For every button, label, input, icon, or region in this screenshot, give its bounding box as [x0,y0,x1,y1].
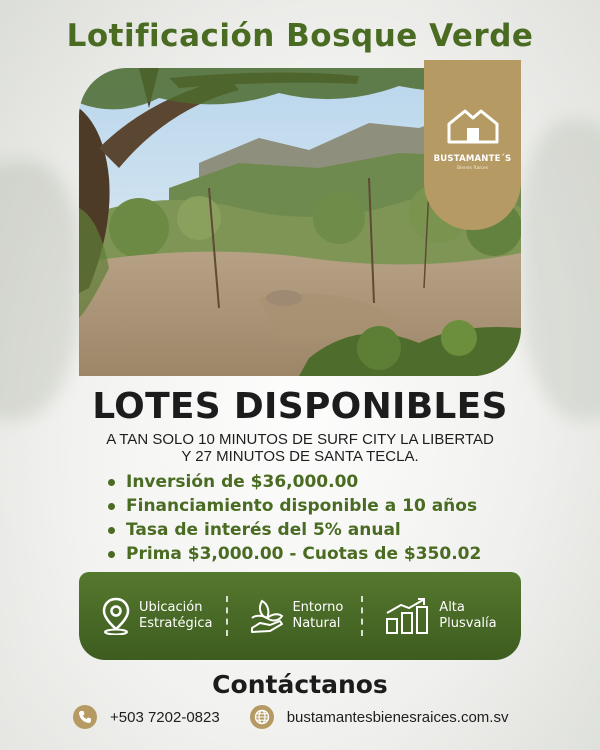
feature-divider [226,596,228,636]
feature-appreciation-line2: Plusvalía [439,616,497,631]
leaf-hand-icon [250,598,284,634]
bullet-item [108,494,481,518]
contact-website-link[interactable]: bustamantesbienesraices.com.sv [286,708,509,726]
bullet-text: Inversión de $36,000.00 [126,472,359,492]
growth-chart-icon [385,597,431,635]
brand-name: BUSTAMANTE´S [433,154,512,164]
subtitle-line-2: Y 27 MINUTOS DE SANTA TECLA. [181,448,419,465]
bullet-item [108,470,481,494]
subtitle-line-1: A TAN SOLO 10 MINUTOS DE SURF CITY LA LIBERTAD [106,431,494,448]
bullet-dot [108,479,115,486]
phone-icon [73,705,97,729]
location-pin-icon [101,597,131,635]
feature-appreciation-line1: Alta [439,600,465,615]
bullet-item [108,542,481,566]
globe-icon [250,705,274,729]
feature-location-line2: Estratégica [139,616,213,631]
feature-bullet-list [108,470,481,566]
page-title: Lotificación Bosque Verde [66,18,534,54]
feature-nature-line1: Entorno [292,600,344,615]
bullet-dot [108,503,115,510]
contact-title: Contáctanos [212,670,388,699]
feature-nature [250,572,343,660]
features-band [79,572,521,660]
feature-divider [361,596,363,636]
house-logo-icon [447,106,499,148]
bullet-text: Tasa de interés del 5% anual [126,520,401,540]
feature-location-line1: Ubicación [139,600,203,615]
brand-logo-badge [424,60,521,230]
headline: LOTES DISPONIBLES [92,386,508,427]
contact-row [0,705,600,729]
feature-location [101,572,212,660]
bullet-text: Financiamiento disponible a 10 años [126,496,478,516]
bullet-item [108,518,481,542]
bullet-dot [108,527,115,534]
bullet-text: Prima $3,000.00 - Cuotas de $350.02 [126,544,482,564]
feature-nature-line2: Natural [292,616,341,631]
contact-phone-link[interactable]: +503 7202-0823 [110,708,220,726]
brand-subtitle: Bienes Raíces [456,166,489,171]
bullet-dot [108,551,115,558]
feature-appreciation [385,572,496,660]
